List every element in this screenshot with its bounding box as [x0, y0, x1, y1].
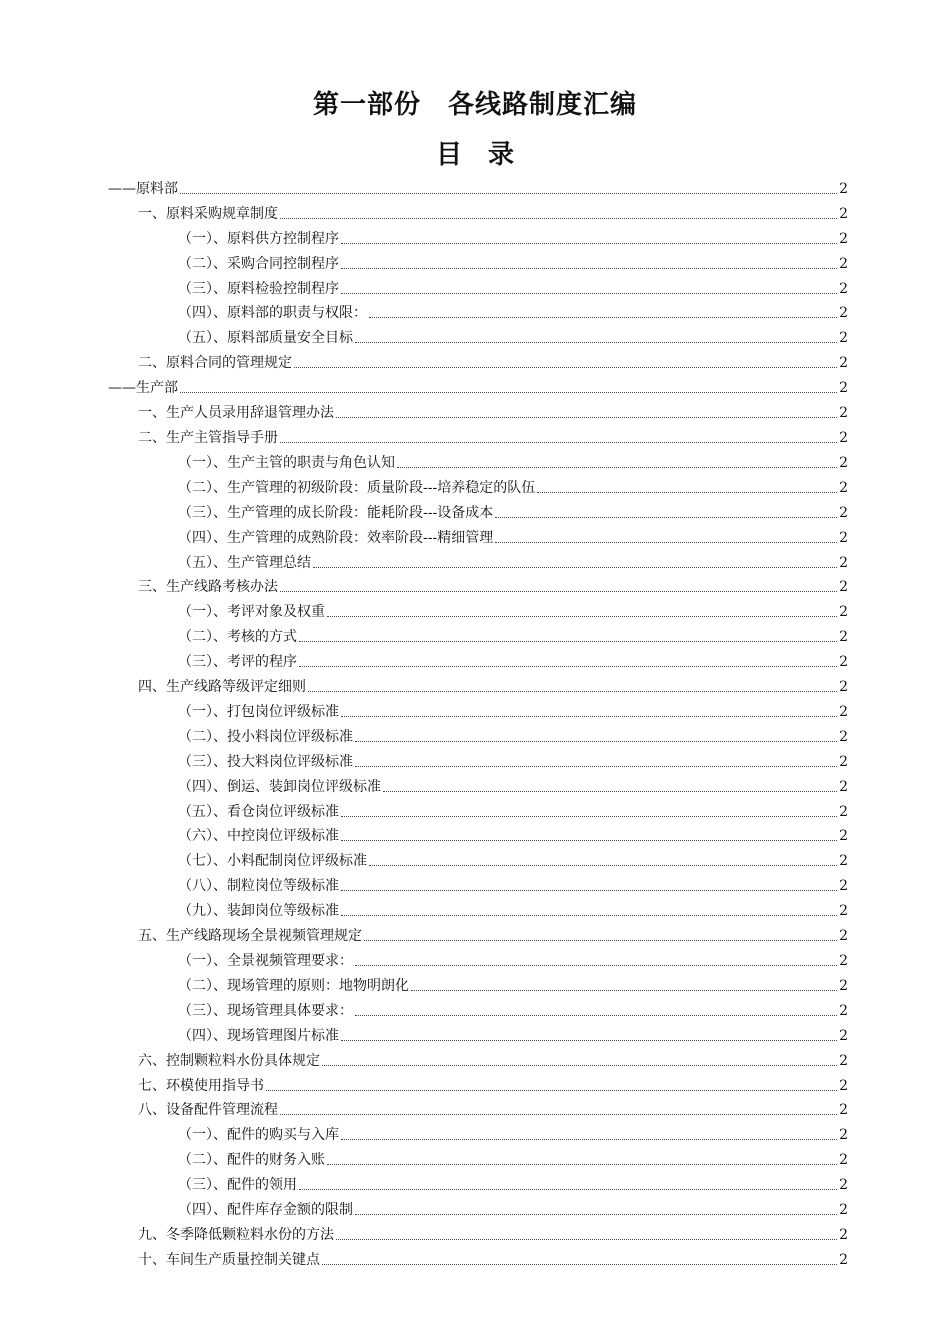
toc-entry-page-number: 2	[839, 205, 848, 222]
toc-entry-page-number: 2	[839, 629, 848, 646]
dot-leader	[341, 840, 837, 841]
toc-entry-page-number: 2	[839, 1027, 848, 1044]
dot-leader	[341, 243, 837, 244]
toc-entry-page-number: 2	[839, 479, 848, 496]
dot-leader	[341, 268, 837, 269]
toc-entry-page-number: 2	[839, 654, 848, 671]
toc-entry-title: （三）、考评的程序	[178, 654, 297, 671]
toc-entry[interactable]	[108, 896, 848, 921]
toc-entry-title: 一、生产人员录用辞退管理办法	[138, 405, 334, 422]
dot-leader	[280, 218, 837, 219]
dot-leader	[355, 965, 837, 966]
toc-entry[interactable]	[108, 199, 848, 224]
dot-leader	[341, 293, 837, 294]
dot-leader	[322, 1264, 837, 1265]
toc-entry[interactable]	[108, 1096, 848, 1121]
toc-entry[interactable]	[108, 597, 848, 622]
dot-leader	[180, 193, 837, 194]
dot-leader	[341, 716, 837, 717]
toc-entry-page-number: 2	[839, 1202, 848, 1219]
dot-leader	[495, 517, 837, 518]
toc-entry-title: （一）、考评对象及权重	[178, 604, 325, 621]
toc-entry[interactable]	[108, 423, 848, 448]
dot-leader	[411, 990, 837, 991]
toc-entry-title: （二）、投小料岗位评级标准	[178, 728, 353, 745]
toc-entry-title: （三）、生产管理的成长阶段：能耗阶段---设备成本	[178, 504, 494, 521]
toc-entry[interactable]	[108, 1071, 848, 1096]
toc-entry-page-number: 2	[839, 703, 848, 720]
toc-entry[interactable]	[108, 871, 848, 896]
toc-entry-page-number: 2	[839, 853, 848, 870]
toc-entry-page-number: 2	[839, 1152, 848, 1169]
toc-entry-title: （二）、生产管理的初级阶段：质量阶段---培养稳定的队伍	[178, 479, 536, 496]
toc-entry-title: （五）、生产管理总结	[178, 554, 311, 571]
toc-entry-page-number: 2	[839, 1251, 848, 1268]
dot-leader	[280, 591, 837, 592]
toc-entry-title: （七）、小料配制岗位评级标准	[178, 853, 367, 870]
dot-leader	[336, 417, 837, 418]
toc-entry-title: （一）、原料供方控制程序	[178, 230, 339, 247]
toc-entry-page-number: 2	[839, 903, 848, 920]
toc-entry-page-number: 2	[839, 878, 848, 895]
dot-leader	[341, 890, 837, 891]
toc-entry[interactable]	[108, 323, 848, 348]
dot-leader	[397, 467, 837, 468]
dot-leader	[322, 1065, 837, 1066]
toc-entry[interactable]	[108, 299, 848, 324]
dot-leader	[308, 691, 837, 692]
toc-entry[interactable]	[108, 473, 848, 498]
toc-entry[interactable]	[108, 921, 848, 946]
toc-entry-page-number: 2	[839, 778, 848, 795]
toc-entry-title: （四）、倒运、装卸岗位评级标准	[178, 778, 381, 795]
toc-entry-title: （二）、现场管理的原则：地物明朗化	[178, 977, 409, 994]
toc-entry-page-number: 2	[839, 1127, 848, 1144]
toc-entry[interactable]	[108, 523, 848, 548]
toc-entry-title: 二、生产主管指导手册	[138, 429, 278, 446]
dot-leader	[383, 791, 837, 792]
dot-leader	[294, 367, 837, 368]
dot-leader	[313, 567, 837, 568]
toc-entry-page-number: 2	[839, 604, 848, 621]
toc-entry-page-number: 2	[839, 554, 848, 571]
toc-entry-title: （二）、考核的方式	[178, 629, 297, 646]
toc-entry-title: （六）、中控岗位评级标准	[178, 828, 339, 845]
toc-entry[interactable]	[108, 1021, 848, 1046]
toc-entry-title: ——原料部	[108, 180, 178, 197]
toc-entry-page-number: 2	[839, 280, 848, 297]
toc-entry[interactable]	[108, 722, 848, 747]
toc-entry[interactable]	[108, 1145, 848, 1170]
dot-leader	[299, 641, 837, 642]
toc-entry-page-number: 2	[839, 405, 848, 422]
toc-entry[interactable]	[108, 274, 848, 299]
dot-leader	[327, 616, 837, 617]
toc-entry-title: （一）、全景视频管理要求：	[178, 953, 353, 969]
toc-entry-title: （三）、配件的领用	[178, 1177, 297, 1194]
dot-leader	[266, 1090, 837, 1091]
toc-entry-title: （二）、采购合同控制程序	[178, 255, 339, 272]
toc-entry[interactable]	[108, 1195, 848, 1220]
toc-entry-title: （二）、配件的财务入账	[178, 1152, 325, 1169]
toc-entry-page-number: 2	[839, 828, 848, 845]
dot-leader	[364, 940, 837, 941]
toc-entry-page-number: 2	[839, 1177, 848, 1194]
toc-entry-page-number: 2	[839, 380, 848, 397]
toc-entry[interactable]	[108, 1046, 848, 1071]
toc-entry-page-number: 2	[839, 1226, 848, 1243]
toc-entry[interactable]	[108, 174, 848, 199]
toc-entry-page-number: 2	[839, 679, 848, 696]
toc-entry-page-number: 2	[839, 579, 848, 596]
toc-heading: 目 录	[435, 140, 514, 170]
dot-leader	[299, 666, 837, 667]
toc-entry-page-number: 2	[839, 529, 848, 546]
toc-entry[interactable]	[108, 946, 848, 971]
toc-entry-page-number: 2	[839, 1077, 848, 1094]
toc-entry-page-number: 2	[839, 330, 848, 347]
dot-leader	[495, 542, 837, 543]
dot-leader	[355, 1015, 837, 1016]
toc-entry-page-number: 2	[839, 230, 848, 247]
toc-entry[interactable]	[108, 1170, 848, 1195]
toc-entry-page-number: 2	[839, 1002, 848, 1019]
toc-entry-page-number: 2	[839, 928, 848, 945]
toc-entry[interactable]	[108, 498, 848, 523]
dot-leader	[336, 1239, 837, 1240]
toc-entry-page-number: 2	[839, 728, 848, 745]
toc-entry[interactable]	[108, 348, 848, 373]
toc-entry[interactable]	[108, 822, 848, 847]
toc-entry[interactable]	[108, 1220, 848, 1245]
toc-entry-page-number: 2	[839, 803, 848, 820]
toc-entry-page-number: 2	[839, 1052, 848, 1069]
toc-entry-page-number: 2	[839, 953, 848, 969]
toc-entry-title: 八、设备配件管理流程	[138, 1102, 278, 1119]
toc-entry-title: （三）、投大料岗位评级标准	[178, 753, 353, 770]
toc-entry-title: 四、生产线路等级评定细则	[138, 679, 306, 696]
toc-entry[interactable]	[108, 373, 848, 398]
toc-entry-title: 六、控制颗粒料水份具体规定	[138, 1052, 320, 1069]
toc-entry-title: 一、原料采购规章制度	[138, 205, 278, 222]
toc-entry-page-number: 2	[839, 355, 848, 372]
table-of-contents	[108, 174, 848, 1270]
toc-entry-title: （一）、打包岗位评级标准	[178, 703, 339, 720]
toc-entry-title: （四）、生产管理的成熟阶段：效率阶段---精细管理	[178, 529, 494, 546]
toc-entry-page-number: 2	[839, 753, 848, 770]
dot-leader	[299, 1189, 837, 1190]
dot-leader	[341, 1139, 837, 1140]
toc-entry-title: （三）、现场管理具体要求：	[178, 1002, 353, 1019]
toc-entry-page-number: 2	[839, 429, 848, 446]
toc-entry-title: 二、原料合同的管理规定	[138, 355, 292, 372]
toc-entry-title: （四）、原料部的职责与权限：	[178, 305, 367, 322]
toc-entry-title: ——生产部	[108, 380, 178, 397]
toc-entry[interactable]	[108, 772, 848, 797]
dot-leader	[369, 317, 837, 318]
toc-entry-page-number: 2	[839, 1102, 848, 1119]
toc-entry-title: 三、生产线路考核办法	[138, 579, 278, 596]
dot-leader	[280, 442, 837, 443]
toc-entry-page-number: 2	[839, 305, 848, 322]
toc-entry[interactable]	[108, 1245, 848, 1270]
toc-entry-page-number: 2	[839, 454, 848, 471]
toc-entry-page-number: 2	[839, 180, 848, 197]
dot-leader	[355, 1214, 837, 1215]
dot-leader	[369, 865, 837, 866]
toc-entry[interactable]	[108, 249, 848, 274]
toc-entry[interactable]	[108, 996, 848, 1021]
toc-entry[interactable]	[108, 672, 848, 697]
toc-entry[interactable]	[108, 647, 848, 672]
toc-entry[interactable]	[108, 971, 848, 996]
toc-entry-title: 七、环模使用指导书	[138, 1077, 264, 1094]
toc-entry-title: 九、冬季降低颗粒料水份的方法	[138, 1226, 334, 1243]
toc-entry-page-number: 2	[839, 255, 848, 272]
toc-entry-title: （八）、制粒岗位等级标准	[178, 878, 339, 895]
toc-entry[interactable]	[108, 224, 848, 249]
dot-leader	[341, 1040, 837, 1041]
toc-entry-title: （三）、原料检验控制程序	[178, 280, 339, 297]
toc-entry-title: （一）、生产主管的职责与角色认知	[178, 454, 395, 471]
toc-entry[interactable]	[108, 622, 848, 647]
document-title: 第一部份 各线路制度汇编	[312, 90, 637, 120]
toc-entry-title: （五）、原料部质量安全目标	[178, 330, 353, 347]
dot-leader	[180, 392, 837, 393]
dot-leader	[341, 915, 837, 916]
toc-entry-title: （九）、装卸岗位等级标准	[178, 903, 339, 920]
toc-entry-title: 十、车间生产质量控制关键点	[138, 1251, 320, 1268]
toc-entry[interactable]	[108, 548, 848, 573]
toc-entry[interactable]	[108, 573, 848, 598]
dot-leader	[355, 741, 837, 742]
dot-leader	[355, 342, 837, 343]
toc-entry-title: （四）、现场管理图片标准	[178, 1027, 339, 1044]
dot-leader	[327, 1164, 837, 1165]
toc-entry[interactable]	[108, 697, 848, 722]
toc-entry-page-number: 2	[839, 504, 848, 521]
toc-entry[interactable]	[108, 448, 848, 473]
toc-entry-title: （五）、看仓岗位评级标准	[178, 803, 339, 820]
dot-leader	[280, 1114, 837, 1115]
toc-entry-page-number: 2	[839, 977, 848, 994]
toc-entry[interactable]	[108, 797, 848, 822]
toc-entry[interactable]	[108, 846, 848, 871]
dot-leader	[537, 492, 837, 493]
dot-leader	[355, 766, 837, 767]
toc-entry[interactable]	[108, 1120, 848, 1145]
dot-leader	[341, 816, 837, 817]
toc-entry-title: 五、生产线路现场全景视频管理规定	[138, 928, 362, 945]
toc-entry-title: （一）、配件的购买与入库	[178, 1127, 339, 1144]
toc-entry[interactable]	[108, 747, 848, 772]
toc-entry[interactable]	[108, 398, 848, 423]
toc-entry-title: （四）、配件库存金额的限制	[178, 1202, 353, 1219]
